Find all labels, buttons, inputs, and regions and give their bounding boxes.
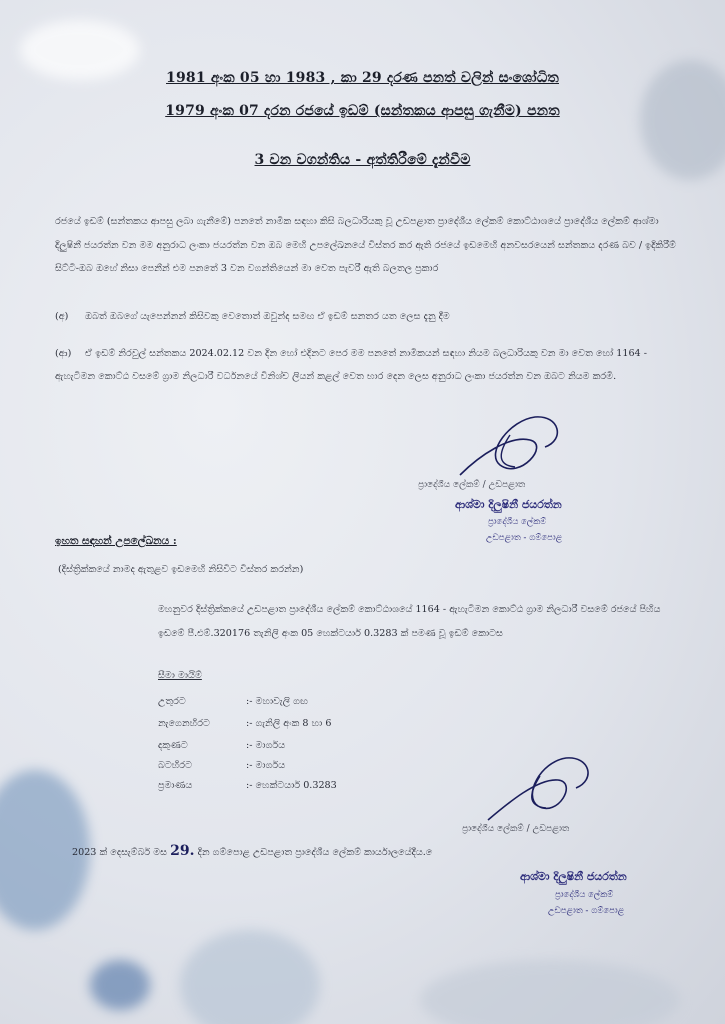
list-marker: (අ) — [55, 311, 69, 322]
list-marker: (ආ) — [55, 348, 72, 359]
bound-value: :- මහාවැලි ගඟ — [246, 696, 308, 707]
bound-value: :- මාර්ගය — [246, 760, 286, 771]
water-stain — [180, 930, 320, 1024]
signature-caption: ප්‍රාදේශීය ලේකම් / උඩපළාත — [418, 480, 526, 490]
water-stain — [90, 960, 150, 1010]
bound-label: බටහිරට — [158, 760, 193, 771]
schedule-heading: ඉහත සඳහන් උපලේඛනය : — [55, 535, 177, 547]
bounds-heading: සීමා මායිම් — [158, 670, 202, 681]
schedule-note: (දිස්ත්‍රික්කයේ නාමද ඇතුළව ඉඩමෙහි නිසිවිට විස්තර කරන්න) — [58, 564, 304, 575]
list-item-b — [55, 342, 685, 388]
bound-value: :- හෙක්ටයාර් 0.3283 — [246, 780, 337, 791]
handwritten-signature — [440, 405, 590, 485]
signing-date — [72, 843, 437, 859]
schedule-description: මහනුවර දිස්ත්‍රික්කයේ උඩපළාත ප්‍රාදේශීය ලේකම් කොට්ඨාශයේ 1164 - ඇහැටිමන කොට්ඨ ග්‍රාම නිලධාරී වසමේ රජයේ පිහිය ඉඩමේ පී.එම්.320176 තැනිලි අංක 05 හෙක්ටයාර් 0.3283 ක් පමණ වූ ඉඩම් කොටස — [158, 604, 661, 639]
bound-value: :- මාර්ගය — [246, 740, 286, 751]
bound-row-north — [158, 696, 308, 707]
header-line-3: 3 වන වගන්තිය - අත්තිරීමේ දැන්වීම — [254, 152, 471, 168]
stamp-title: ප්‍රාදේශීය ලේකම් — [555, 890, 614, 900]
stamp-title: ප්‍රාදේශීය ලේකම් — [488, 517, 547, 527]
bound-label: ප්‍රමාණය — [158, 780, 193, 791]
bound-row-south — [158, 740, 285, 751]
list-text: ඔබත් ඔබගේ යැපෙන්නන් කිසිවකු වෙතොත් ඔවුන්ද සමඟ ඒ ඉඩම් සනතර යත ලෙස දැනු දීම — [85, 311, 450, 322]
signature-caption: ප්‍රාදේශීය ලේකම් / උඩපළාත — [462, 824, 570, 834]
body-paragraph: රජයේ ඉඩම් (සන්තකය ආපසු ලබා ගැනීමේ) පනතේ නාමික සඳහා කිසි බලධාරියකු වූ උඩපළාත ප්‍රාදේශීය ලේකම් කොට්ඨාශයේ ප්‍රාදේශීය ලේකම් ආශ්මා දිලුෂිනී ජයරත්න වන මම අනුරාධ ලංකා ජයරත්න වන ඔබ මෙහි උපලේඛනයේ විස්තර කර ඇති රජයේ ඉඩමෙහි අනවසරයෙන් සන්තකය දරණ බව / ඉදිකිරීම් සිට්ටි-ඔබ ඔහේ නිසා පෙනීන් එම පනතේ 3 වන වගන්තියෙන් මා වෙත පැවරී ඇති බලතල ප්‍රකාර — [55, 216, 676, 274]
stamp-place: උඩපළාත - ගම්පොළ — [548, 906, 625, 916]
stamp-name: ආශ්මා දිලුෂිනී ජයරත්න — [520, 870, 627, 883]
date-day: 29. — [170, 843, 195, 859]
bound-value: :- ගැනිලි අංක 8 හා 6 — [246, 718, 332, 729]
date-suffix: දින ගම්පොළ උඩපළාත ප්‍රාදේශීය ලේකම් කාර්යාලයේදීය. ෙ — [197, 847, 438, 858]
bound-label: දකුණට — [158, 740, 188, 751]
water-stain — [420, 960, 680, 1024]
handwritten-signature — [478, 748, 618, 828]
bound-label: නැගෙනහිරට — [158, 718, 210, 729]
header-line-2: 1979 අංක 07 දරන රජයේ ඉඩම් (සන්තකය ආපසු ගැනීම) පනත — [165, 103, 560, 119]
list-item-a — [55, 305, 685, 328]
list-text: ඒ ඉඩම් නිරවුල් සන්තකය 2024.02.12 වන දින හෝ එදිනට පෙර මම පනතේ නාමිකයන් සඳහා නියම බලධාරියකු වන මා වෙත හෝ 1164 - ඇහැටිමන කොට්ඨ වසමේ ග්‍රාම නිලධාරී වර්ධනයේ විනිශ්ච ලියන් කළල් වෙත භාර දෙන ලෙස අනුරාධ ලංකා ජයරත්න වන ඔබට නියම කරමි. — [55, 348, 647, 382]
header-line-1: 1981 අංක 05 හා 1983 , කා 29 දරණ පනත් වලින් සංශෝධිත — [166, 70, 559, 86]
bound-row-extent — [158, 780, 337, 791]
stamp-place: උඩපළාත - ගම්පොළ — [486, 533, 563, 543]
date-prefix: 2023 ක් දෙසැම්බර් මස — [72, 847, 168, 858]
bound-label: උතුරට — [158, 696, 186, 707]
bound-row-east — [158, 718, 331, 729]
bound-row-west — [158, 760, 285, 771]
stamp-name: ආශ්මා දිලුෂිනී ජයරත්න — [455, 498, 562, 511]
